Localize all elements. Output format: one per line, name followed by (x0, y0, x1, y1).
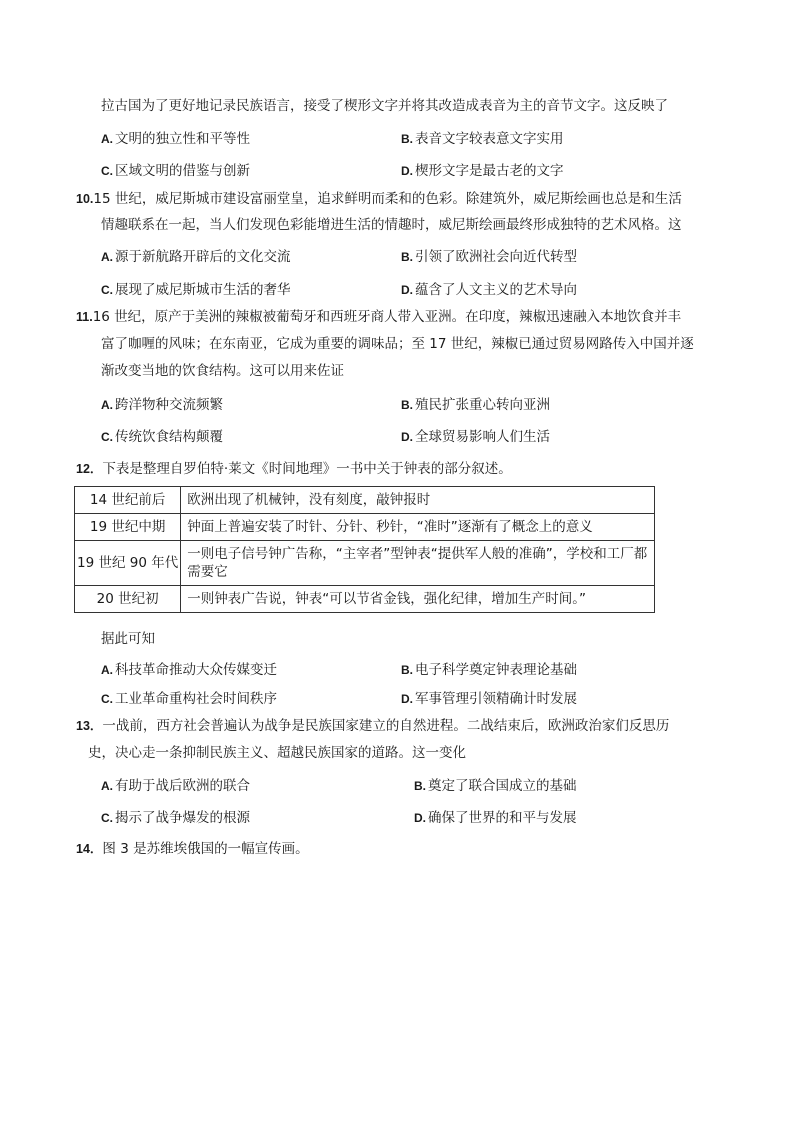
q11-stem-line-1: 11.16 世纪，原产于美洲的辣椒被葡萄牙和西班牙商人带入亚洲。在印度，辣椒迅速融入本地饮食并丰 (76, 309, 682, 325)
table-row (75, 514, 655, 541)
q9-option-a: A. 文明的独立性和平等性 (101, 131, 250, 147)
q11-option-b: B. 殖民扩张重心转向亚洲 (401, 397, 550, 413)
q13-option-c: C. 揭示了战争爆发的根源 (101, 810, 250, 826)
table-cell-description: 钟面上普遍安装了时针、分针、秒针，“准时”逐渐有了概念上的意义 (181, 514, 655, 541)
q12-option-c: C. 工业革命重构社会时间秩序 (101, 691, 277, 707)
q11-stem-line-3: 渐改变当地的饮食结构。这可以用来佐证 (101, 363, 344, 379)
q9-option-c: C. 区域文明的借鉴与创新 (101, 163, 250, 179)
q14-stem: 14．图 3 是苏维埃俄国的一幅宣传画。 (76, 841, 309, 857)
q11-option-a: A. 跨洋物种交流频繁 (101, 397, 223, 413)
q9-option-b: B. 表音文字较表意文字实用 (401, 131, 564, 147)
table-cell-period: 19 世纪中期 (75, 514, 181, 541)
q10-option-b: B. 引领了欧洲社会向近代转型 (401, 249, 577, 265)
table-cell-description: 一则电子信号钟广告称，“主宰者”型钟表“提供军人般的准确”，学校和工厂都需要它 (181, 541, 655, 586)
table-row (75, 487, 655, 514)
q12-after-table: 据此可知 (101, 631, 155, 647)
table-row (75, 541, 655, 586)
q12-option-a: A. 科技革命推动大众传媒变迁 (101, 662, 277, 678)
table-row (75, 586, 655, 613)
clock-history-table (74, 486, 655, 613)
q10-option-a: A. 源于新航路开辟后的文化交流 (101, 249, 291, 265)
q11-option-d: D. 全球贸易影响人们生活 (401, 429, 550, 445)
q10-stem-line-1: 10.15 世纪，威尼斯城市建设富丽堂皇，追求鲜明而柔和的色彩。除建筑外，威尼斯绘画也总是和生活 (76, 191, 682, 207)
table-cell-description: 欧洲出现了机械钟，没有刻度，敲钟报时 (181, 487, 655, 514)
q9-option-d: D. 楔形文字是最古老的文字 (401, 163, 564, 179)
q12-stem: 12．下表是整理自罗伯特·莱文《时间地理》一书中关于钟表的部分叙述。 (76, 461, 512, 477)
q13-stem-line-1: 13．一战前，西方社会普遍认为战争是民族国家建立的自然进程。二战结束后，欧洲政治家们反思历 (76, 718, 670, 734)
q12-option-b: B. 电子科学奠定钟表理论基础 (401, 662, 577, 678)
q10-option-d: D. 蕴含了人文主义的艺术导向 (401, 282, 577, 298)
q10-stem-line-2: 情趣联系在一起，当人们发现色彩能增进生活的情趣时，威尼斯绘画最终形成独特的艺术风格。这 (101, 217, 682, 233)
q11-option-c: C. 传统饮食结构颠覆 (101, 429, 223, 445)
q13-option-b: B. 奠定了联合国成立的基础 (414, 778, 577, 794)
table-cell-period: 20 世纪初 (75, 586, 181, 613)
table-cell-period: 19 世纪 90 年代 (75, 541, 181, 586)
table-cell-period: 14 世纪前后 (75, 487, 181, 514)
q13-option-d: D. 确保了世界的和平与发展 (414, 810, 577, 826)
q9-stem-line: 拉古国为了更好地记录民族语言，接受了楔形文字并将其改造成表音为主的音节文字。这反映了 (101, 98, 668, 114)
q10-option-c: C. 展现了威尼斯城市生活的奢华 (101, 282, 291, 298)
q13-stem-line-2: 史，决心走一条抑制民族主义、超越民族国家的道路。这一变化 (88, 745, 466, 761)
q11-stem-line-2: 富了咖喱的风味；在东南亚，它成为重要的调味品；至 17 世纪，辣椒已通过贸易网路传入中国并逐 (101, 336, 694, 352)
q12-option-d: D. 军事管理引领精确计时发展 (401, 691, 577, 707)
q13-option-a: A. 有助于战后欧洲的联合 (101, 778, 250, 794)
table-cell-description: 一则钟表广告说，钟表“可以节省金钱，强化纪律，增加生产时间。” (181, 586, 655, 613)
